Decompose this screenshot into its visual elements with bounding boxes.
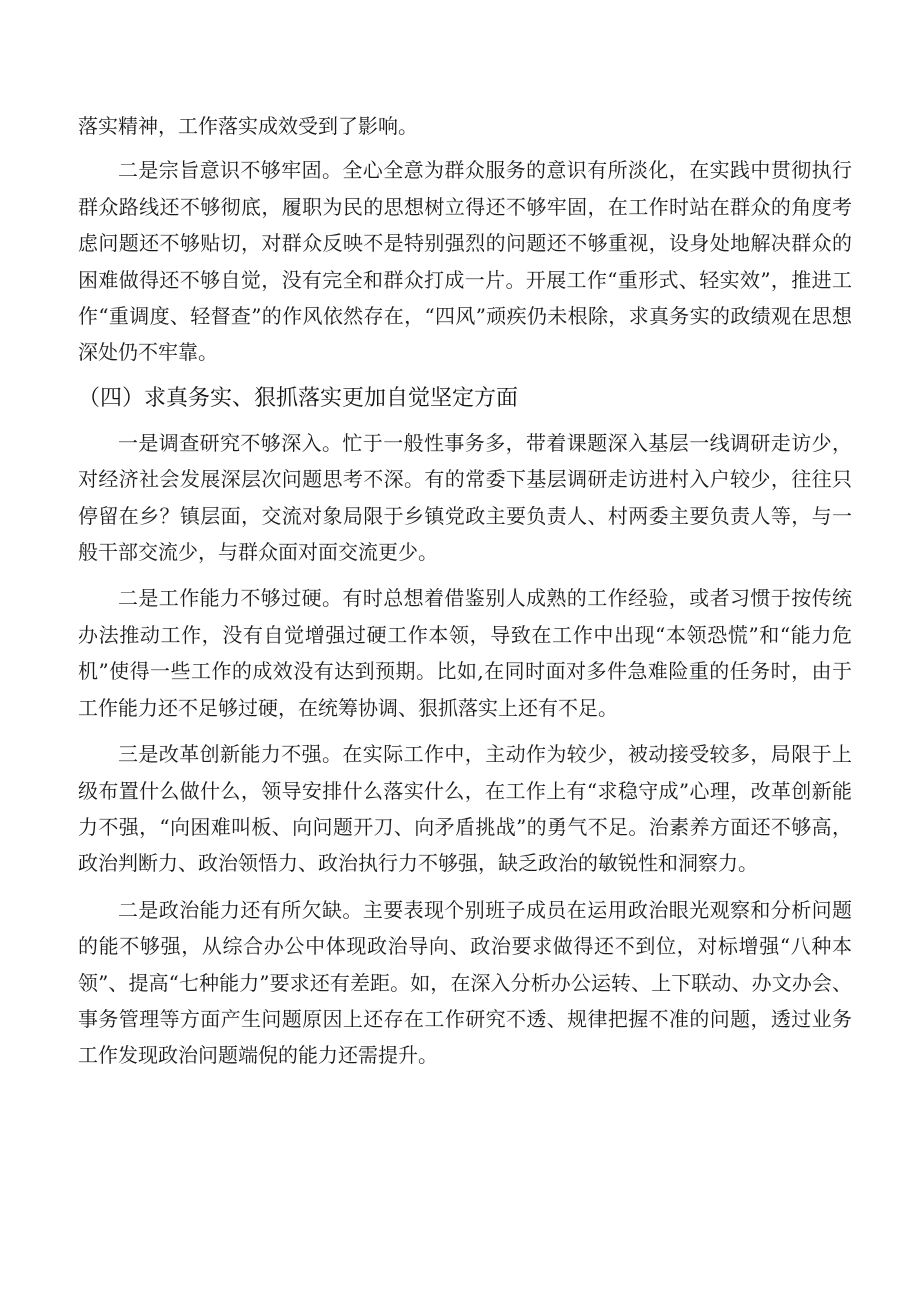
paragraph-political-ability: 二是政治能力还有所欠缺。主要表现个别班子成员在运用政治眼光观察和分析问题的能不够强，从综合办公中体现政治导向、政治要求做得还不到位，对标增强“八种本领”、提高“七种能力”要求还有差距。如，在深入分析办公运转、上下联动、办文办会、事务管理等方面产生问题原因上还存在工作研究不透、规律把握不准的问题，透过业务工作发现政治问题端倪的能力还需提升。 (78, 897, 852, 1068)
section-heading: （四）求真务实、狠抓落实更加自觉坚定方面 (78, 385, 519, 411)
paragraph-innovation: 三是改革创新能力不强。在实际工作中，主动作为较少，被动接受较多，局限于上级布置什么做什么，领导安排什么落实什么，在工作上有“求稳守成”心理，改革创新能力不强，“向困难叫板、向问题开刀、向矛盾挑战”的勇气不足。治素养方面还不够高，政治判断力、政治领悟力、政治执行力不够强，缺乏政治的敏锐性和洞察力。 (78, 742, 852, 876)
document-page (78, 108, 852, 1083)
paragraph-purpose-awareness: 二是宗旨意识不够牢固。全心全意为群众服务的意识有所淡化，在实践中贯彻执行群众路线还不够彻底，履职为民的思想树立得还不够牢固，在工作时站在群众的角度考虑问题还不够贴切，对群众反映不是特别强烈的问题还不够重视，设身处地解决群众的困难做得还不够自觉，没有完全和群众打成一片。开展工作“重形式、轻实效”，推进工作“重调度、轻督查”的作风依然存在，“四风”顽疾仍未根除，求真务实的政绩观在思想深处仍不牢靠。 (78, 158, 852, 365)
paragraph-research: 一是调查研究不够深入。忙于一般性事务多，带着课题深入基层一线调研走访少，对经济社会发展深层次问题思考不深。有的常委下基层调研走访进村入户较少，往往只停留在乡？镇层面，交流对象局限于乡镇党政主要负责人、村两委主要负责人等，与一般干部交流少，与群众面对面交流更少。 (78, 430, 852, 565)
paragraph-work-ability: 二是工作能力不够过硬。有时总想着借鉴别人成熟的工作经验，或者习惯于按传统办法推动工作，没有自觉增强过硬工作本领，导致在工作中出现“本领恐慌”和“能力危机”使得一些工作的成效没有达到预期。比如,在同时面对多件急难险重的任务时，由于工作能力还不足够过硬，在统筹协调、狠抓落实上还有不足。 (78, 586, 852, 720)
paragraph-continuation: 落实精神，工作落实成效受到了影响。 (78, 114, 418, 138)
